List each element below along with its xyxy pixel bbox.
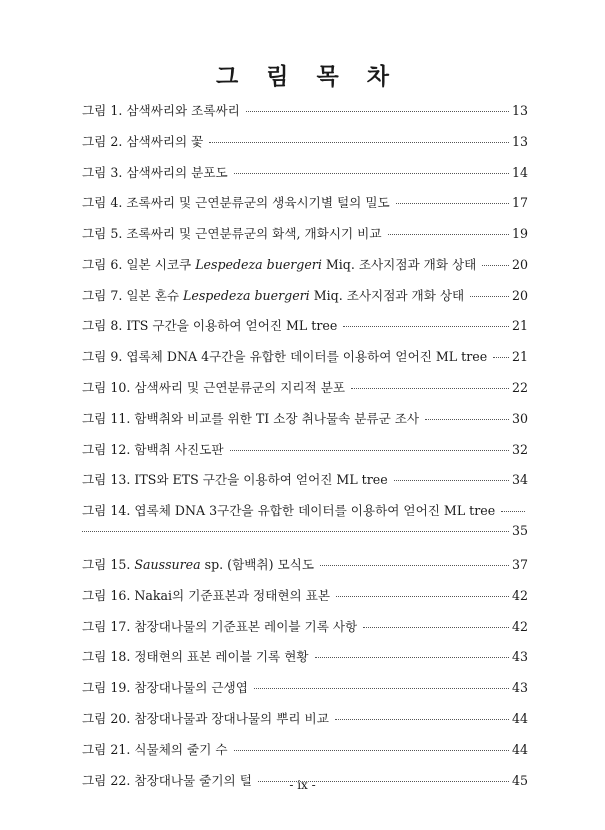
label-text: sp. (함백취) 모식도 [200,557,314,573]
toc-entry-page: 44 [511,711,528,727]
toc-entry-15[interactable] [82,554,528,577]
dot-leader [388,234,509,235]
dot-leader [336,596,509,597]
toc-entry-page: 21 [511,318,528,334]
label-text: 그림 7. 일본 혼슈 [82,287,184,303]
dot-leader [343,326,509,327]
toc-entry-14-continued[interactable] [82,523,528,546]
toc-entry-page: 43 [511,680,528,696]
label-text: 그림 15. [82,557,135,573]
label-text: Miq. 조사지점과 개화 상태 [309,287,465,303]
toc-entry-label: 그림 2. 삼색싸리의 꽃 [82,133,204,149]
toc-entry-label: 그림 17. 참장대나물의 기준표본 레이블 기록 사항 [82,618,358,634]
toc-entry-page: 45 [511,772,528,788]
toc-entry-label: 그림 19. 참장대나물의 근생엽 [82,680,248,696]
toc-entry-page: 44 [511,741,528,757]
toc-entry-label [82,285,464,304]
toc-entry-9[interactable] [82,346,528,369]
toc-entry-page: 22 [511,380,528,396]
page-title: 그 림 목 차 [216,63,399,90]
toc-entry-page: 20 [511,256,528,272]
dot-leader [320,565,509,566]
toc-entry-page: 42 [511,587,528,603]
toc-entry-6[interactable] [82,254,528,277]
scientific-name: Lespedeza buergeri [195,256,322,272]
toc-entry-page: 32 [511,441,528,457]
dot-leader [482,265,509,266]
dot-leader [230,450,509,451]
toc-entry-label: 그림 3. 삼색싸리의 분포도 [82,164,228,180]
dot-leader [425,419,509,420]
dot-leader [254,688,509,689]
dot-leader [394,480,509,481]
toc-entry-20[interactable] [82,708,528,731]
toc-entry-page: 34 [511,472,528,488]
toc-entry-page: 13 [511,103,528,118]
toc-entry-7[interactable] [82,285,528,308]
toc-entry-label: 그림 14. 엽록체 DNA 3구간을 유합한 데이터를 이용하여 얻어진 ML tree [82,503,496,519]
toc-entry-label: 그림 10. 삼색싸리 및 근연분류군의 지리적 분포 [82,380,346,396]
toc-entry-label [82,254,476,273]
toc-entry-label: 그림 21. 식물체의 줄기 수 [82,741,228,757]
toc-entry-label: 그림 22. 참장대나물 줄기의 털 [82,772,252,788]
toc-entry-page: 37 [511,557,528,573]
toc-entry-label: 그림 5. 조록싸리 및 근연분류군의 화색, 개화시기 비교 [82,226,382,242]
dot-leader [493,357,509,358]
toc-entry-12[interactable] [82,439,528,462]
toc-entry-2[interactable] [82,131,528,154]
toc-entry-label: 그림 18. 정태현의 표본 레이블 기록 현황 [82,649,309,665]
toc-entry-8[interactable] [82,315,528,338]
dot-leader [351,388,509,389]
toc-entry-21[interactable] [82,739,528,762]
dot-leader [246,111,509,112]
toc-entry-label [82,554,314,573]
toc-entry-label: 그림 1. 삼색싸리와 조록싸리 [82,103,240,118]
toc-entry-page: 20 [511,287,528,303]
toc-entry-16[interactable] [82,585,528,608]
dot-leader [209,142,509,143]
dot-leader [234,750,509,751]
dot-leader [396,203,509,204]
toc-entry-14[interactable] [82,500,528,523]
toc-entry-page: 14 [511,164,528,180]
toc-entry-1[interactable] [82,100,528,123]
label-text: Miq. 조사지점과 개화 상태 [321,256,477,272]
dot-leader [315,657,509,658]
label-text: 그림 6. 일본 시코쿠 [82,256,196,272]
toc-entry-label: 그림 16. Nakai의 기준표본과 정태현의 표본 [82,587,331,603]
dot-leader [82,531,509,532]
toc-entry-page: 35 [511,523,528,539]
toc-entry-label: 그림 8. ITS 구간을 이용하여 얻어진 ML tree [82,318,338,334]
toc-entry-page: 13 [511,133,528,149]
toc-entry-page: 19 [511,226,528,242]
toc-entry-19[interactable] [82,677,528,700]
toc-entry-page: 21 [511,349,528,365]
toc-entry-label: 그림 9. 엽록체 DNA 4구간을 유합한 데이터를 이용하여 얻어진 ML tree [82,349,488,365]
toc-entry-3[interactable] [82,162,528,185]
page-number: - ix - [289,778,316,792]
toc-entry-13[interactable] [82,469,528,492]
toc-entry-label: 그림 20. 참장대나물과 장대나물의 뿌리 비교 [82,711,329,727]
toc-entry-page: 17 [511,195,528,211]
dot-leader [470,296,509,297]
toc-entry-18[interactable] [82,646,528,669]
toc-entry-11[interactable] [82,408,528,431]
toc-entry-17[interactable] [82,616,528,639]
toc-entry-4[interactable] [82,192,528,215]
dot-leader [501,511,525,512]
toc-entry-5[interactable] [82,223,528,246]
toc-entry-10[interactable] [82,377,528,400]
scientific-name: Lespedeza buergeri [183,287,310,303]
toc-entry-page: 43 [511,649,528,665]
dot-leader [234,173,509,174]
toc-entry-label: 그림 4. 조록싸리 및 근연분류군의 생육시기별 털의 밀도 [82,195,390,211]
toc-entry-label: 그림 13. ITS와 ETS 구간을 이용하여 얻어진 ML tree [82,472,388,488]
scientific-name: Saussurea [134,557,201,573]
dot-leader [363,627,509,628]
toc-entry-label: 그림 11. 함백취와 비교를 위한 TI 소장 취나물속 분류군 조사 [82,410,420,426]
toc-entry-page: 30 [511,410,528,426]
toc-entry-label: 그림 12. 함백취 사진도판 [82,441,224,457]
table-of-figures [82,100,528,800]
toc-entry-page: 42 [511,618,528,634]
dot-leader [335,719,509,720]
